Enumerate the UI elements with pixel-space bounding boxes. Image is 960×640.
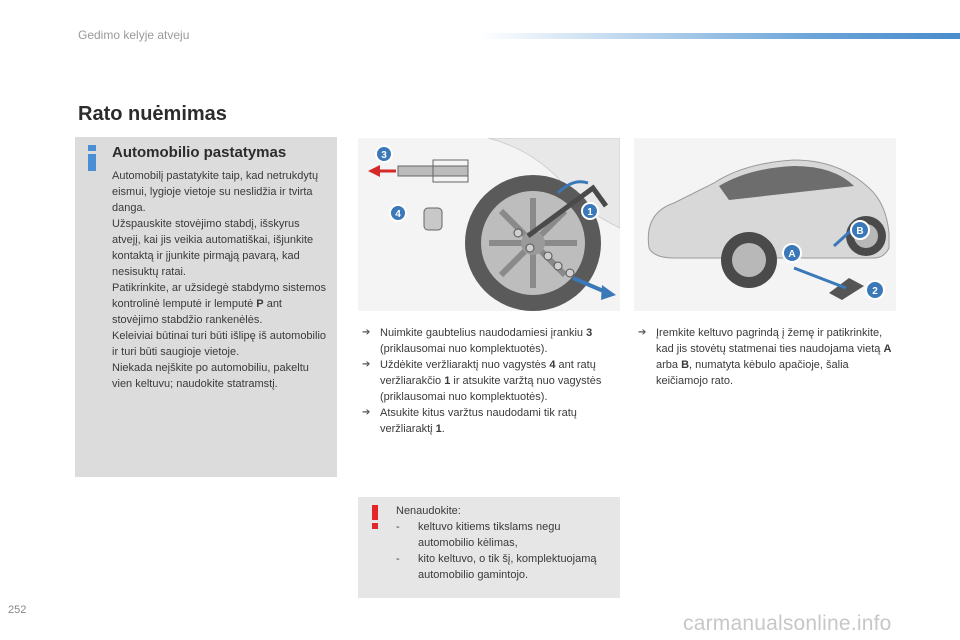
page-number: 252 xyxy=(8,604,27,616)
callout-1 xyxy=(582,203,598,219)
svg-text:B: B xyxy=(856,226,864,237)
callout-2 xyxy=(866,281,884,299)
info-paragraph: Niekada neįškite po automobiliu, pakeltu vien keltuvu; naudokite statramstį. xyxy=(112,362,309,390)
warning-item: - kito keltuvo, o tik šį, komplektuojamą automobilio gamintojo. xyxy=(396,553,597,581)
steps-column-2 xyxy=(634,325,896,389)
header-accent-bar xyxy=(480,33,960,39)
watermark: carmanualsonline.info xyxy=(683,612,892,635)
info-paragraph: Užspauskite stovėjimo stabdį, išskyrus atvejį, kai jis veikia automatiškai, išjunkite kontaktą ir įjunkite pirmąją pavarą, kad nesisuktų ratai. xyxy=(112,218,314,278)
step-item: ➔ Įremkite keltuvo pagrindą į žemę ir patikrinkite, kad jis stovėtų statmenai ties naudojama vietą A arba B, numatyta kėbulo apačioje, šalia keičiamojo rato. xyxy=(638,327,892,387)
step-item: ➔ Nuimkite gaubtelius naudodamiesi įrankiu 3 (priklausomai nuo komplektuotės). xyxy=(362,327,593,355)
callout-B xyxy=(851,221,869,239)
warning-intro: Nenaudokite: xyxy=(396,505,461,517)
arrow-bullet-icon: ➔ xyxy=(362,407,371,418)
step-item: ➔ Atsukite kitus varžtus naudodami tik ratų veržliaraktį 1. xyxy=(362,407,577,435)
warning-item: - keltuvo kitiems tikslams negu automobilio kėlimas, xyxy=(396,521,561,549)
info-icon xyxy=(85,145,99,171)
wheel-tools-illustration xyxy=(358,138,620,311)
exclamation-icon xyxy=(370,505,380,529)
info-paragraph: Keleiviai būtinai turi būti išlipę iš automobilio ir turi būti saugioje vietoje. xyxy=(112,330,327,358)
info-paragraph: Patikrinkite, ar užsidegė stabdymo sistemos kontrolinė lemputė ir lemputė P ant stovėjimo stabdžio rankenėlės. xyxy=(112,282,326,326)
svg-text:2: 2 xyxy=(872,286,878,297)
info-box-body xyxy=(112,168,327,392)
step-item: ➔ Uždėkite veržliaraktį nuo vagystės 4 ant ratų veržliarakčio 1 ir atsukite varžtą nuo vagystės (priklausomai nuo komplektuotės). xyxy=(362,359,602,403)
chapter-header: Gedimo kelyje atveju xyxy=(78,28,190,42)
callout-3 xyxy=(376,146,392,162)
info-box xyxy=(75,137,337,477)
callout-A xyxy=(783,244,801,262)
arrow-bullet-icon: ➔ xyxy=(638,327,647,338)
svg-text:4: 4 xyxy=(395,209,401,220)
svg-text:1: 1 xyxy=(587,207,593,218)
info-paragraph: Automobilį pastatykite taip, kad netrukdytų eismui, lygioje vietoje su neslidžia ir tvirta danga. xyxy=(112,170,319,214)
svg-text:3: 3 xyxy=(381,150,387,161)
section-title: Rato nuėmimas xyxy=(78,103,227,125)
info-box-title: Automobilio pastatymas xyxy=(112,144,287,161)
callout-4 xyxy=(390,205,406,221)
arrow-bullet-icon: ➔ xyxy=(362,327,371,338)
svg-text:A: A xyxy=(788,249,796,260)
warning-box xyxy=(358,497,620,598)
warning-body xyxy=(396,503,618,583)
steps-column-1 xyxy=(358,325,620,437)
arrow-bullet-icon: ➔ xyxy=(362,359,371,370)
car-jack-illustration xyxy=(634,138,896,311)
